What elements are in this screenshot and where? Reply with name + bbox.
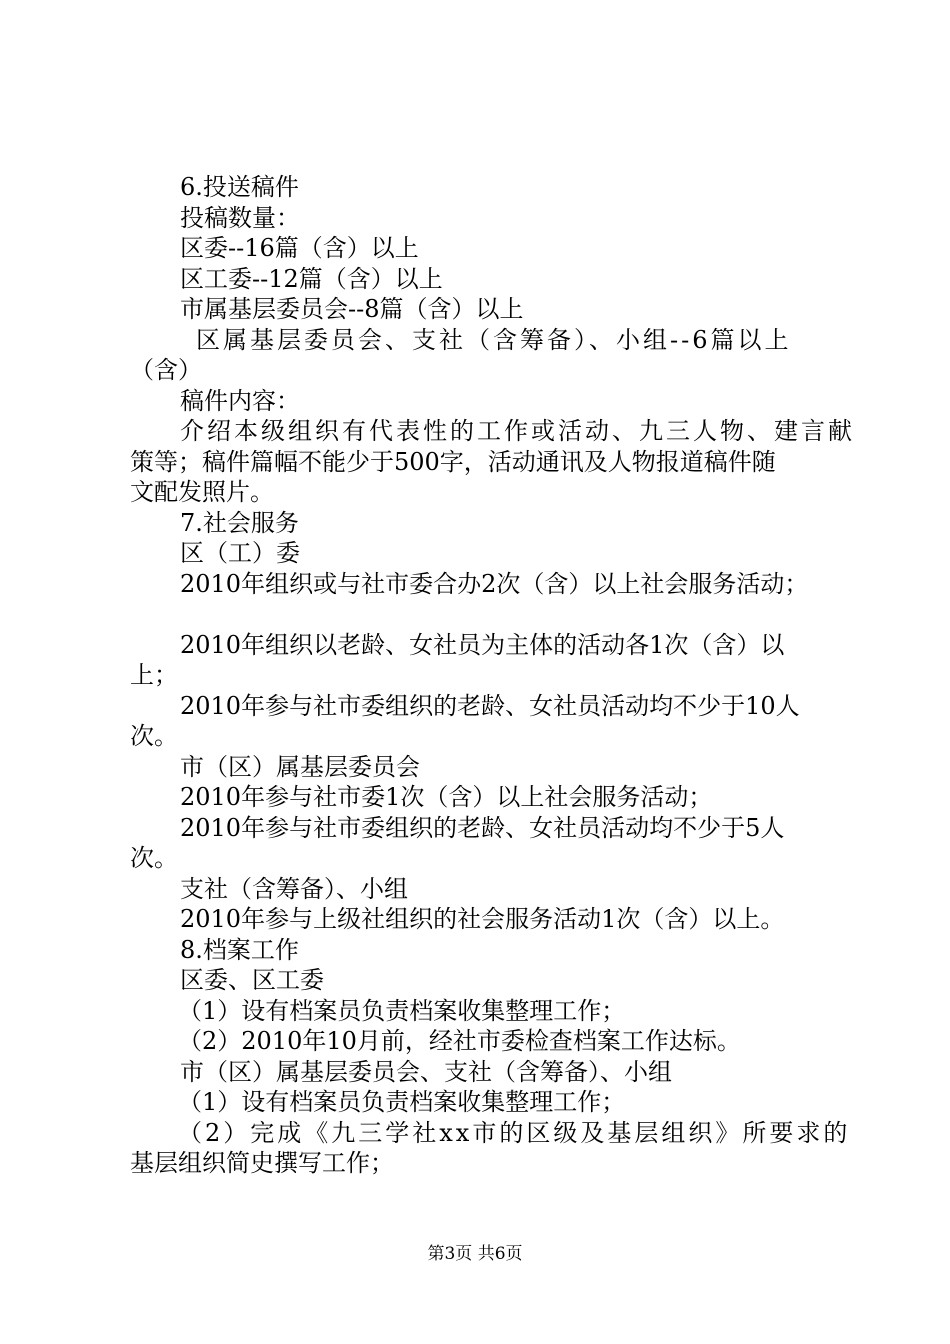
text-line: 2010年参与社市委组织的老龄、女社员活动均不少于10人 <box>180 691 800 720</box>
section-heading-8: 8.档案工作 <box>180 935 299 964</box>
text-line: 基层组织简史撰写工作； <box>130 1149 394 1177</box>
text-line: 区（工）委 <box>180 539 300 567</box>
blank-line <box>130 599 830 630</box>
page-number-footer: 第3页 共6页 <box>427 1244 523 1264</box>
text-line: （1）设有档案员负责档案收集整理工作； <box>178 996 626 1025</box>
text-line: 策等；稿件篇幅不能少于500字，活动通讯及人物报道稿件随 <box>130 447 776 476</box>
text-line: 2010年参与社市委组织的老龄、女社员活动均不少于5人 <box>180 813 785 842</box>
text-line: 区工委--12篇（含）以上 <box>180 264 443 293</box>
text-line: （2）2010年10月前，经社市委检查档案工作达标。 <box>178 1027 741 1055</box>
text-line: 市（区）属基层委员会、支社（含筹备）、小组 <box>180 1057 672 1086</box>
text-line: 区委、区工委 <box>180 966 324 994</box>
section-heading-7: 7.社会服务 <box>180 508 299 537</box>
text-line: 市属基层委员会--8篇（含）以上 <box>180 295 524 323</box>
text-line: （1）设有档案员负责档案收集整理工作； <box>178 1088 626 1116</box>
text-line: 文配发照片。 <box>130 478 274 506</box>
text-line: 次。 <box>130 722 178 750</box>
text-line: 支社（含筹备）、小组 <box>180 874 408 903</box>
text-line: 2010年组织以老龄、女社员为主体的活动各1次（含）以 <box>180 630 785 659</box>
section-heading-6: 6.投送稿件 <box>180 173 299 201</box>
document-body <box>130 172 855 1179</box>
text-line: 区委--16篇（含）以上 <box>180 234 419 262</box>
text-line: （2）完成《九三学社xx市的区级及基层组织》所要求的 <box>178 1118 851 1147</box>
text-line: 介绍本级组织有代表性的工作或活动、九三人物、建言献 <box>180 417 855 445</box>
text-line: （含） <box>130 356 202 384</box>
text-line: 区属基层委员会、支社（含筹备）、小组--6篇以上 <box>196 325 792 354</box>
text-line: 上； <box>130 661 178 689</box>
text-line: 2010年组织或与社市委合办2次（含）以上社会服务活动； <box>180 569 809 598</box>
text-line: 2010年参与上级社组织的社会服务活动1次（含）以上。 <box>180 905 785 933</box>
text-line: 市（区）属基层委员会 <box>180 752 420 781</box>
text-line: 投稿数量： <box>180 203 300 232</box>
text-line: 2010年参与社市委1次（含）以上社会服务活动； <box>180 783 713 811</box>
text-line: 稿件内容： <box>180 386 300 415</box>
text-line: 次。 <box>130 844 178 872</box>
